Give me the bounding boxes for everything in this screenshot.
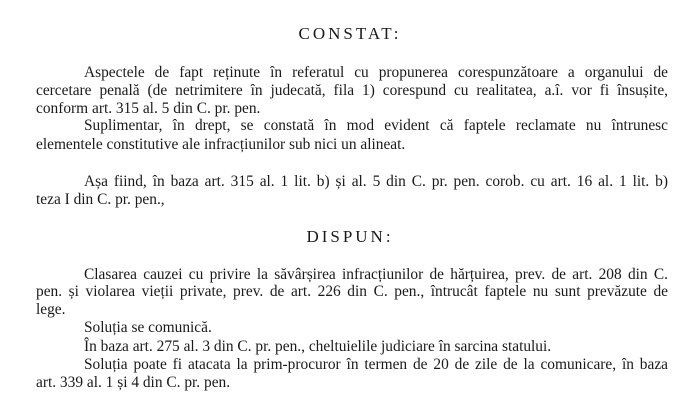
constat-p2-line-2: elementele constitutive ale infracțiunilor sub nici un alineat. [36, 136, 406, 153]
dispun-p2-line-1: Soluția se comunică. [84, 319, 212, 336]
dispun-heading: DISPUN: [306, 227, 394, 246]
dispun-p1-line-3: lege. [36, 301, 66, 318]
dispun-p1-line-1: Clasarea cauzei cu privire la săvârșirea infracțiunilor de hărțuirea, prev. de art. 208 din C. [84, 266, 668, 283]
constat-p1-line-2: cercetare penală (de netrimitere în judecată, fila 1) corespund cu realitatea, a.î. vor fi însușite, [36, 82, 668, 99]
dispun-p3-line-1: În baza art. 275 al. 3 din C. pr. pen., cheltuielile judiciare în sarcina statului. [84, 338, 552, 355]
dispun-p4-line-1: Soluția poate fi atacata la prim-procuror în termen de 20 de zile de la comunicare, în baza [84, 356, 668, 373]
constat-p2-line-1: Suplimentar, în drept, se constată în mod evident că faptele reclamate nu întrunesc [84, 117, 668, 134]
constat-p1-line-1: Aspectele de fapt reținute în referatul cu propunerea corespunzătoare a organului de [84, 64, 668, 81]
dispun-p1-line-2: pen. și violarea vieții private, prev. de art. 226 din C. pen., întrucât faptele nu sunt prevăzute de [36, 283, 668, 300]
constat-p1-line-3: conform art. 315 al. 5 din C. pr. pen. [36, 100, 261, 117]
constat-p3-line-1: Așa fiind, în baza art. 315 al. 1 lit. b) și al. 5 din C. pr. pen. corob. cu art. 16 al. 1 lit. b) [84, 173, 668, 190]
dispun-p4-line-2: art. 339 al. 1 și 4 din C. pr. pen. [36, 374, 231, 391]
constat-heading: CONSTAT: [298, 24, 402, 43]
constat-p3-line-2: teza I din C. pr. pen., [36, 191, 165, 208]
